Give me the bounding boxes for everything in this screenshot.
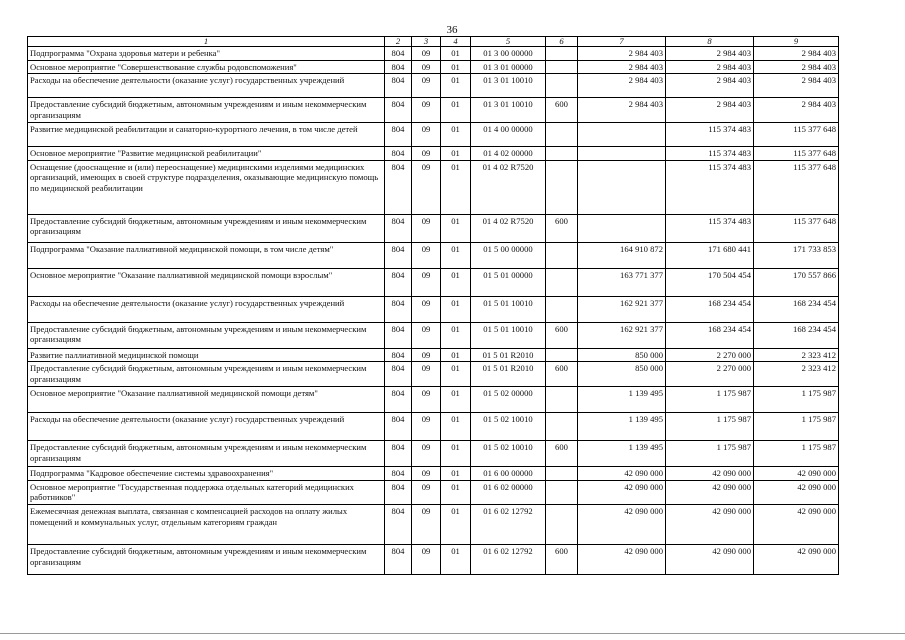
cell-target-article: 01 3 01 10010 bbox=[471, 98, 546, 122]
cell-target-article: 01 5 02 10010 bbox=[471, 412, 546, 440]
cell-podrazdel: 01 bbox=[441, 296, 471, 322]
cell-amount-col9: 168 234 454 bbox=[754, 296, 839, 322]
cell-glava: 804 bbox=[385, 146, 412, 160]
cell-razdel: 09 bbox=[412, 440, 441, 466]
cell-podrazdel: 01 bbox=[441, 322, 471, 348]
cell-name: Подпрограмма "Охрана здоровья матери и ребенка" bbox=[28, 47, 385, 61]
cell-amount-col8: 2 270 000 bbox=[666, 362, 754, 386]
cell-amount-col9: 171 733 853 bbox=[754, 242, 839, 268]
cell-target-article: 01 3 01 00000 bbox=[471, 60, 546, 74]
cell-razdel: 09 bbox=[412, 480, 441, 504]
cell-podrazdel: 01 bbox=[441, 122, 471, 146]
table-row bbox=[28, 122, 839, 146]
cell-name: Основное мероприятие "Оказание паллиативной медицинской помощи детям" bbox=[28, 386, 385, 412]
cell-name: Подпрограмма "Оказание паллиативной медицинской помощи, в том числе детям" bbox=[28, 242, 385, 268]
table-row bbox=[28, 160, 839, 214]
cell-name: Предоставление субсидий бюджетным, автономным учреждениям и иным некоммерческим организациям bbox=[28, 98, 385, 122]
cell-expense-type: 600 bbox=[546, 98, 578, 122]
cell-expense-type bbox=[546, 348, 578, 362]
cell-amount-col7: 42 090 000 bbox=[578, 480, 666, 504]
cell-razdel: 09 bbox=[412, 412, 441, 440]
cell-amount-col7: 164 910 872 bbox=[578, 242, 666, 268]
cell-razdel: 09 bbox=[412, 322, 441, 348]
cell-amount-col9: 42 090 000 bbox=[754, 466, 839, 480]
cell-amount-col7 bbox=[578, 214, 666, 242]
cell-amount-col8: 115 374 483 bbox=[666, 214, 754, 242]
cell-glava: 804 bbox=[385, 214, 412, 242]
cell-glava: 804 bbox=[385, 386, 412, 412]
cell-target-article: 01 4 02 R7520 bbox=[471, 160, 546, 214]
cell-name: Предоставление субсидий бюджетным, автономным учреждениям и иным некоммерческим организациям bbox=[28, 322, 385, 348]
cell-glava: 804 bbox=[385, 348, 412, 362]
cell-amount-col9: 170 557 866 bbox=[754, 268, 839, 296]
cell-glava: 804 bbox=[385, 160, 412, 214]
cell-target-article: 01 5 00 00000 bbox=[471, 242, 546, 268]
cell-razdel: 09 bbox=[412, 98, 441, 122]
cell-name: Ежемесячная денежная выплата, связанная с компенсацией расходов на оплату жилых помещений и коммунальных услуг, отдельным категориям граждан bbox=[28, 505, 385, 545]
header-cell-3: 3 bbox=[412, 37, 441, 47]
table-row bbox=[28, 545, 839, 575]
cell-amount-col9: 168 234 454 bbox=[754, 322, 839, 348]
cell-podrazdel: 01 bbox=[441, 505, 471, 545]
cell-razdel: 09 bbox=[412, 296, 441, 322]
cell-amount-col7: 42 090 000 bbox=[578, 545, 666, 575]
cell-expense-type bbox=[546, 146, 578, 160]
cell-amount-col7 bbox=[578, 146, 666, 160]
cell-amount-col8: 1 175 987 bbox=[666, 412, 754, 440]
cell-amount-col9: 2 984 403 bbox=[754, 47, 839, 61]
cell-podrazdel: 01 bbox=[441, 480, 471, 504]
cell-amount-col9: 115 377 648 bbox=[754, 122, 839, 146]
table-row bbox=[28, 47, 839, 61]
table-row bbox=[28, 214, 839, 242]
header-cell-2: 2 bbox=[385, 37, 412, 47]
cell-amount-col8: 2 984 403 bbox=[666, 47, 754, 61]
table-row bbox=[28, 505, 839, 545]
cell-amount-col8: 171 680 441 bbox=[666, 242, 754, 268]
scan-edge-line bbox=[0, 633, 905, 634]
cell-target-article: 01 5 01 10010 bbox=[471, 322, 546, 348]
cell-name: Расходы на обеспечение деятельности (оказание услуг) государственных учреждений bbox=[28, 296, 385, 322]
cell-amount-col7: 850 000 bbox=[578, 362, 666, 386]
cell-glava: 804 bbox=[385, 362, 412, 386]
cell-expense-type: 600 bbox=[546, 214, 578, 242]
cell-target-article: 01 5 02 00000 bbox=[471, 386, 546, 412]
cell-amount-col8: 2 984 403 bbox=[666, 98, 754, 122]
cell-razdel: 09 bbox=[412, 47, 441, 61]
cell-podrazdel: 01 bbox=[441, 214, 471, 242]
cell-podrazdel: 01 bbox=[441, 60, 471, 74]
cell-amount-col9: 42 090 000 bbox=[754, 545, 839, 575]
cell-name: Развитие паллиативной медицинской помощи bbox=[28, 348, 385, 362]
cell-glava: 804 bbox=[385, 466, 412, 480]
cell-expense-type bbox=[546, 505, 578, 545]
cell-target-article: 01 5 01 R2010 bbox=[471, 362, 546, 386]
cell-expense-type bbox=[546, 122, 578, 146]
cell-name: Подпрограмма "Кадровое обеспечение системы здравоохранения" bbox=[28, 466, 385, 480]
cell-podrazdel: 01 bbox=[441, 362, 471, 386]
cell-razdel: 09 bbox=[412, 74, 441, 98]
header-cell-9: 9 bbox=[754, 37, 839, 47]
cell-amount-col7: 1 139 495 bbox=[578, 386, 666, 412]
cell-amount-col9: 1 175 987 bbox=[754, 440, 839, 466]
cell-amount-col7 bbox=[578, 160, 666, 214]
cell-amount-col8: 170 504 454 bbox=[666, 268, 754, 296]
cell-podrazdel: 01 bbox=[441, 160, 471, 214]
cell-expense-type bbox=[546, 47, 578, 61]
cell-glava: 804 bbox=[385, 412, 412, 440]
cell-amount-col9: 115 377 648 bbox=[754, 214, 839, 242]
cell-amount-col7: 162 921 377 bbox=[578, 296, 666, 322]
cell-amount-col8: 42 090 000 bbox=[666, 480, 754, 504]
cell-podrazdel: 01 bbox=[441, 545, 471, 575]
cell-name: Расходы на обеспечение деятельности (оказание услуг) государственных учреждений bbox=[28, 74, 385, 98]
table-row bbox=[28, 480, 839, 504]
cell-amount-col8: 42 090 000 bbox=[666, 505, 754, 545]
cell-target-article: 01 5 01 R2010 bbox=[471, 348, 546, 362]
cell-amount-col9: 1 175 987 bbox=[754, 412, 839, 440]
cell-expense-type bbox=[546, 480, 578, 504]
cell-amount-col9: 42 090 000 bbox=[754, 505, 839, 545]
cell-amount-col7: 2 984 403 bbox=[578, 60, 666, 74]
table-row bbox=[28, 242, 839, 268]
cell-amount-col7: 2 984 403 bbox=[578, 74, 666, 98]
cell-podrazdel: 01 bbox=[441, 98, 471, 122]
cell-amount-col7: 1 139 495 bbox=[578, 412, 666, 440]
cell-target-article: 01 5 01 00000 bbox=[471, 268, 546, 296]
cell-razdel: 09 bbox=[412, 362, 441, 386]
table-row bbox=[28, 296, 839, 322]
cell-amount-col8: 1 175 987 bbox=[666, 440, 754, 466]
table-row bbox=[28, 74, 839, 98]
cell-amount-col8: 42 090 000 bbox=[666, 545, 754, 575]
budget-table bbox=[27, 36, 839, 575]
table-row bbox=[28, 440, 839, 466]
cell-expense-type bbox=[546, 386, 578, 412]
cell-amount-col7 bbox=[578, 122, 666, 146]
cell-podrazdel: 01 bbox=[441, 268, 471, 296]
table-row bbox=[28, 362, 839, 386]
cell-amount-col7: 850 000 bbox=[578, 348, 666, 362]
cell-amount-col8: 2 984 403 bbox=[666, 60, 754, 74]
cell-glava: 804 bbox=[385, 74, 412, 98]
cell-podrazdel: 01 bbox=[441, 440, 471, 466]
cell-glava: 804 bbox=[385, 505, 412, 545]
cell-amount-col8: 115 374 483 bbox=[666, 146, 754, 160]
cell-name: Основное мероприятие "Развитие медицинской реабилитации" bbox=[28, 146, 385, 160]
cell-glava: 804 bbox=[385, 480, 412, 504]
cell-expense-type bbox=[546, 60, 578, 74]
cell-amount-col8: 115 374 483 bbox=[666, 122, 754, 146]
cell-expense-type bbox=[546, 296, 578, 322]
cell-glava: 804 bbox=[385, 322, 412, 348]
cell-name: Оснащение (дооснащение и (или) переоснащение) медицинскими изделиями медицинских организаций, имеющих в своей структуре подразделения, оказывающие медицинскую помощь по медицинской реабилитации bbox=[28, 160, 385, 214]
cell-amount-col9: 2 984 403 bbox=[754, 74, 839, 98]
cell-amount-col9: 115 377 648 bbox=[754, 160, 839, 214]
cell-glava: 804 bbox=[385, 60, 412, 74]
cell-glava: 804 bbox=[385, 545, 412, 575]
cell-target-article: 01 5 02 10010 bbox=[471, 440, 546, 466]
header-cell-1: 1 bbox=[28, 37, 385, 47]
table-row bbox=[28, 466, 839, 480]
table-row bbox=[28, 60, 839, 74]
cell-name: Основное мероприятие "Государственная поддержка отдельных категорий медицинских работников" bbox=[28, 480, 385, 504]
cell-target-article: 01 6 02 12792 bbox=[471, 545, 546, 575]
cell-expense-type: 600 bbox=[546, 440, 578, 466]
cell-expense-type: 600 bbox=[546, 545, 578, 575]
cell-podrazdel: 01 bbox=[441, 386, 471, 412]
header-cell-8: 8 bbox=[666, 37, 754, 47]
cell-target-article: 01 6 00 00000 bbox=[471, 466, 546, 480]
cell-podrazdel: 01 bbox=[441, 146, 471, 160]
table-row bbox=[28, 146, 839, 160]
cell-expense-type bbox=[546, 412, 578, 440]
cell-amount-col9: 2 984 403 bbox=[754, 60, 839, 74]
table-row bbox=[28, 386, 839, 412]
header-cell-7: 7 bbox=[578, 37, 666, 47]
cell-amount-col7: 163 771 377 bbox=[578, 268, 666, 296]
cell-expense-type bbox=[546, 466, 578, 480]
cell-expense-type bbox=[546, 242, 578, 268]
cell-razdel: 09 bbox=[412, 146, 441, 160]
cell-amount-col9: 2 984 403 bbox=[754, 98, 839, 122]
cell-glava: 804 bbox=[385, 440, 412, 466]
cell-expense-type bbox=[546, 160, 578, 214]
cell-name: Основное мероприятие "Оказание паллиативной медицинской помощи взрослым" bbox=[28, 268, 385, 296]
cell-target-article: 01 6 02 00000 bbox=[471, 480, 546, 504]
header-cell-6: 6 bbox=[546, 37, 578, 47]
table-row bbox=[28, 322, 839, 348]
cell-amount-col8: 115 374 483 bbox=[666, 160, 754, 214]
cell-expense-type: 600 bbox=[546, 322, 578, 348]
cell-razdel: 09 bbox=[412, 268, 441, 296]
cell-podrazdel: 01 bbox=[441, 242, 471, 268]
table-row bbox=[28, 268, 839, 296]
cell-expense-type bbox=[546, 74, 578, 98]
cell-target-article: 01 3 01 10010 bbox=[471, 74, 546, 98]
cell-glava: 804 bbox=[385, 47, 412, 61]
cell-razdel: 09 bbox=[412, 242, 441, 268]
table-row bbox=[28, 98, 839, 122]
cell-amount-col7: 162 921 377 bbox=[578, 322, 666, 348]
cell-glava: 804 bbox=[385, 268, 412, 296]
cell-glava: 804 bbox=[385, 296, 412, 322]
cell-glava: 804 bbox=[385, 122, 412, 146]
cell-razdel: 09 bbox=[412, 466, 441, 480]
cell-name: Расходы на обеспечение деятельности (оказание услуг) государственных учреждений bbox=[28, 412, 385, 440]
cell-name: Предоставление субсидий бюджетным, автономным учреждениям и иным некоммерческим организациям bbox=[28, 545, 385, 575]
cell-amount-col8: 1 175 987 bbox=[666, 386, 754, 412]
cell-target-article: 01 3 00 00000 bbox=[471, 47, 546, 61]
cell-podrazdel: 01 bbox=[441, 74, 471, 98]
cell-amount-col7: 1 139 495 bbox=[578, 440, 666, 466]
cell-name: Развитие медицинской реабилитации и санаторно-курортного лечения, в том числе детей bbox=[28, 122, 385, 146]
cell-razdel: 09 bbox=[412, 386, 441, 412]
cell-razdel: 09 bbox=[412, 60, 441, 74]
cell-target-article: 01 4 02 00000 bbox=[471, 146, 546, 160]
cell-target-article: 01 5 01 10010 bbox=[471, 296, 546, 322]
header-row bbox=[28, 37, 839, 47]
cell-amount-col9: 42 090 000 bbox=[754, 480, 839, 504]
cell-amount-col7: 42 090 000 bbox=[578, 466, 666, 480]
cell-razdel: 09 bbox=[412, 122, 441, 146]
cell-target-article: 01 4 00 00000 bbox=[471, 122, 546, 146]
cell-amount-col8: 2 984 403 bbox=[666, 74, 754, 98]
cell-amount-col8: 2 270 000 bbox=[666, 348, 754, 362]
cell-razdel: 09 bbox=[412, 214, 441, 242]
cell-amount-col8: 42 090 000 bbox=[666, 466, 754, 480]
cell-amount-col7: 2 984 403 bbox=[578, 98, 666, 122]
cell-amount-col7: 42 090 000 bbox=[578, 505, 666, 545]
header-cell-4: 4 bbox=[441, 37, 471, 47]
cell-glava: 804 bbox=[385, 98, 412, 122]
cell-amount-col8: 168 234 454 bbox=[666, 322, 754, 348]
cell-target-article: 01 6 02 12792 bbox=[471, 505, 546, 545]
cell-amount-col7: 2 984 403 bbox=[578, 47, 666, 61]
cell-razdel: 09 bbox=[412, 545, 441, 575]
cell-name: Основное мероприятие "Совершенствование службы родовспоможения" bbox=[28, 60, 385, 74]
cell-target-article: 01 4 02 R7520 bbox=[471, 214, 546, 242]
cell-amount-col9: 2 323 412 bbox=[754, 348, 839, 362]
table-row bbox=[28, 412, 839, 440]
cell-podrazdel: 01 bbox=[441, 348, 471, 362]
table-row bbox=[28, 348, 839, 362]
cell-expense-type: 600 bbox=[546, 362, 578, 386]
cell-razdel: 09 bbox=[412, 505, 441, 545]
cell-name: Предоставление субсидий бюджетным, автономным учреждениям и иным некоммерческим организациям bbox=[28, 362, 385, 386]
cell-razdel: 09 bbox=[412, 348, 441, 362]
header-cell-5: 5 bbox=[471, 37, 546, 47]
cell-expense-type bbox=[546, 268, 578, 296]
page-number: 36 bbox=[446, 24, 458, 36]
cell-glava: 804 bbox=[385, 242, 412, 268]
cell-amount-col9: 2 323 412 bbox=[754, 362, 839, 386]
cell-amount-col8: 168 234 454 bbox=[666, 296, 754, 322]
cell-name: Предоставление субсидий бюджетным, автономным учреждениям и иным некоммерческим организациям bbox=[28, 440, 385, 466]
cell-podrazdel: 01 bbox=[441, 466, 471, 480]
cell-name: Предоставление субсидий бюджетным, автономным учреждениям и иным некоммерческим организациям bbox=[28, 214, 385, 242]
cell-amount-col9: 1 175 987 bbox=[754, 386, 839, 412]
cell-podrazdel: 01 bbox=[441, 47, 471, 61]
cell-amount-col9: 115 377 648 bbox=[754, 146, 839, 160]
cell-podrazdel: 01 bbox=[441, 412, 471, 440]
cell-razdel: 09 bbox=[412, 160, 441, 214]
